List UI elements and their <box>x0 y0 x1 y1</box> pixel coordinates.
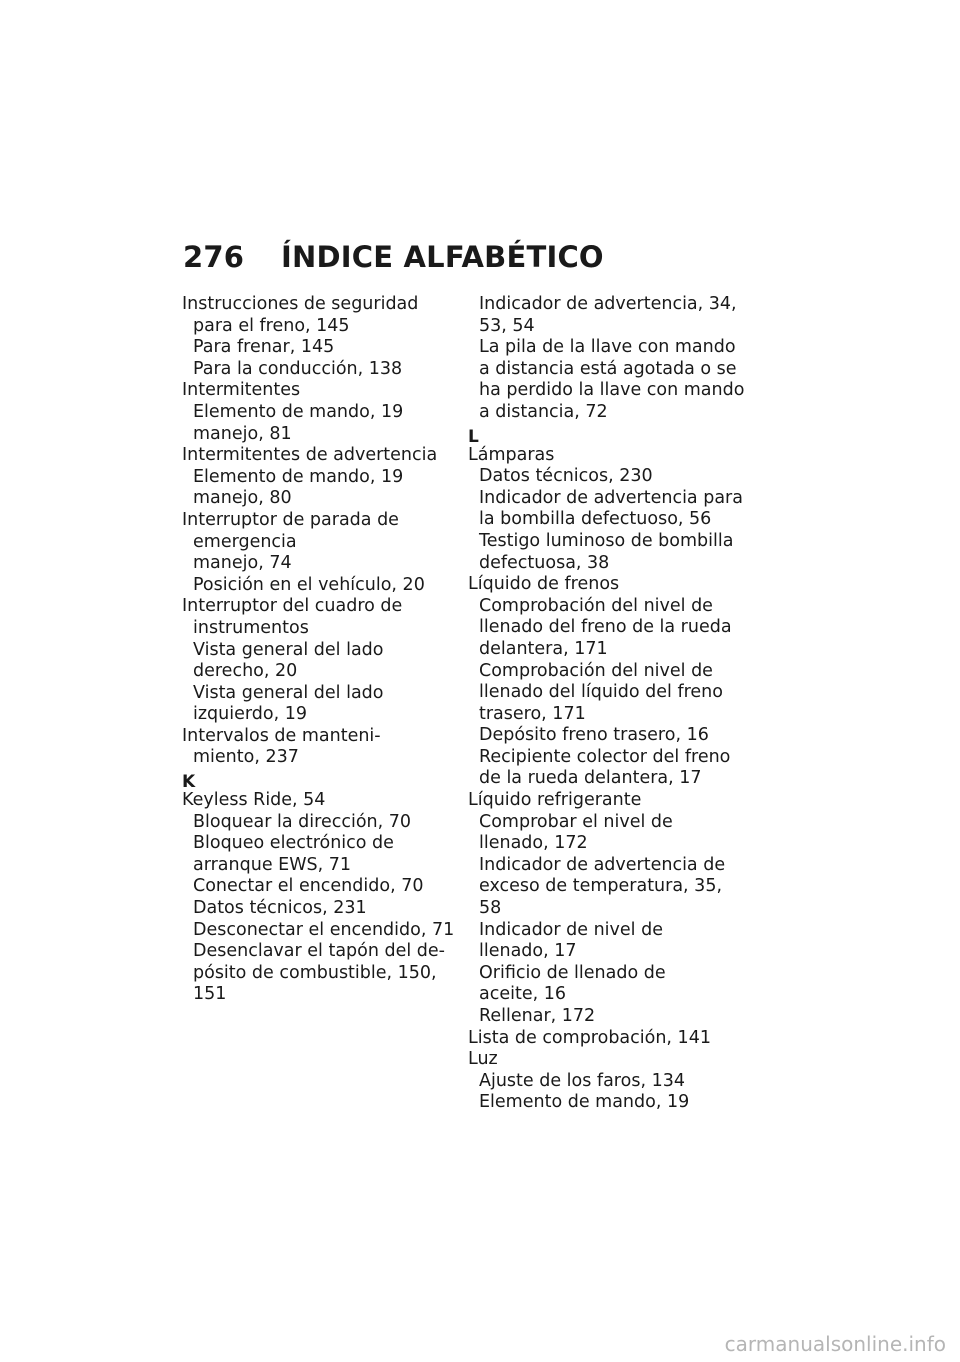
index-subentry: arranque EWS, 71 <box>193 854 352 875</box>
index-subentry: Depósito freno trasero, 16 <box>479 725 709 746</box>
index-subentry: Desenclavar el tapón del de- <box>193 941 445 962</box>
index-subentry: pósito de combustible, 150, <box>193 962 437 983</box>
index-subentry: delantera, 171 <box>479 638 608 659</box>
page-title: ÍNDICE ALFABÉTICO <box>281 240 604 274</box>
index-subentry: de la rueda delantera, 17 <box>479 768 702 789</box>
index-subentry: llenado del líquido del freno <box>479 682 723 703</box>
index-subentry: trasero, 171 <box>479 703 586 724</box>
index-entry: Keyless Ride, 54 <box>182 790 326 811</box>
index-subentry: exceso de temperatura, 35, <box>479 876 723 897</box>
index-entry: Instrucciones de seguridad <box>182 294 419 314</box>
watermark: carmanualsonline.info <box>724 1332 946 1356</box>
index-subentry: Comprobación del nivel de <box>479 660 713 681</box>
index-subentry: derecho, 20 <box>193 661 298 682</box>
index-subentry: Elemento de mando, 19 <box>479 1092 690 1113</box>
index-subentry: Testigo luminoso de bombilla <box>479 530 734 551</box>
page-number: 276 <box>183 240 245 274</box>
index-entry: Lista de comprobación, 141 <box>468 1027 711 1048</box>
index-entry: Líquido refrigerante <box>468 790 642 811</box>
index-subentry: defectuosa, 38 <box>479 552 610 573</box>
index-subentry: Recipiente colector del freno <box>479 746 731 767</box>
index-subentry: Posición en el vehículo, 20 <box>193 574 425 595</box>
index-subentry: Indicador de advertencia, 34, <box>479 294 737 314</box>
index-subentry: 53, 54 <box>479 315 535 336</box>
index-subentry: emergencia <box>193 531 297 552</box>
index-subentry: Orificio de llenado de <box>479 962 666 983</box>
index-subentry: 151 <box>193 984 227 1005</box>
index-entry: Intermitentes de advertencia <box>182 445 438 466</box>
index-subentry: Indicador de nivel de <box>479 919 663 940</box>
index-subentry: manejo, 80 <box>193 488 292 509</box>
index-column-left <box>182 294 455 1006</box>
index-subentry: Indicador de advertencia para <box>479 487 743 508</box>
index-subentry: Indicador de advertencia de <box>479 854 726 875</box>
index-letter-heading: K <box>182 772 196 793</box>
index-subentry: Para frenar, 145 <box>193 337 335 358</box>
index-subentry: Vista general del lado <box>193 682 384 703</box>
index-subentry: Para la conducción, 138 <box>193 358 403 379</box>
index-subentry: aceite, 16 <box>479 984 566 1005</box>
index-subentry: a distancia está agotada o se <box>479 358 737 379</box>
index-subentry: Vista general del lado <box>193 639 384 660</box>
index-subentry: Elemento de mando, 19 <box>193 401 404 422</box>
index-subentry: Bloqueo electrónico de <box>193 833 394 854</box>
index-subentry: 58 <box>479 898 502 919</box>
index-entry: Intermitentes <box>182 380 301 401</box>
page-header <box>183 240 604 274</box>
index-subentry: Elemento de mando, 19 <box>193 466 404 487</box>
index-subentry: ha perdido la llave con mando <box>479 380 745 401</box>
index-subentry: La pila de la llave con mando <box>479 337 736 358</box>
index-entry: Interruptor de parada de <box>182 509 399 530</box>
index-column-right <box>468 294 745 1114</box>
index-entry: Intervalos de manteni- <box>182 725 381 746</box>
index-subentry: Datos técnicos, 231 <box>193 898 367 919</box>
index-subentry: la bombilla defectuoso, 56 <box>479 509 712 530</box>
index-subentry: Datos técnicos, 230 <box>479 466 653 487</box>
index-subentry: manejo, 74 <box>193 553 292 574</box>
index-subentry: Rellenar, 172 <box>479 1006 596 1026</box>
index-subentry: Bloquear la dirección, 70 <box>193 811 412 832</box>
index-letter-heading: L <box>468 426 479 447</box>
index-subentry: llenado del freno de la rueda <box>479 617 732 638</box>
index-entry: Líquido de frenos <box>468 574 620 595</box>
index-subentry: Comprobación del nivel de <box>479 595 713 616</box>
index-subentry: izquierdo, 19 <box>193 704 307 725</box>
index-subentry: instrumentos <box>193 617 309 638</box>
index-subentry: Ajuste de los faros, 134 <box>479 1070 685 1091</box>
index-subentry: miento, 237 <box>193 747 299 768</box>
index-entry: Interruptor del cuadro de <box>182 596 403 617</box>
index-subentry: Desconectar el encendido, 71 <box>193 919 455 940</box>
index-subentry: a distancia, 72 <box>479 401 608 422</box>
index-subentry: llenado, 17 <box>479 941 577 962</box>
index-entry: Lámparas <box>468 444 555 465</box>
index-subentry: para el freno, 145 <box>193 315 350 336</box>
index-subentry: Comprobar el nivel de <box>479 811 673 832</box>
index-subentry: Conectar el encendido, 70 <box>193 876 424 897</box>
index-subentry: manejo, 81 <box>193 423 292 444</box>
index-subentry: llenado, 172 <box>479 833 588 854</box>
index-entry: Luz <box>468 1049 498 1070</box>
